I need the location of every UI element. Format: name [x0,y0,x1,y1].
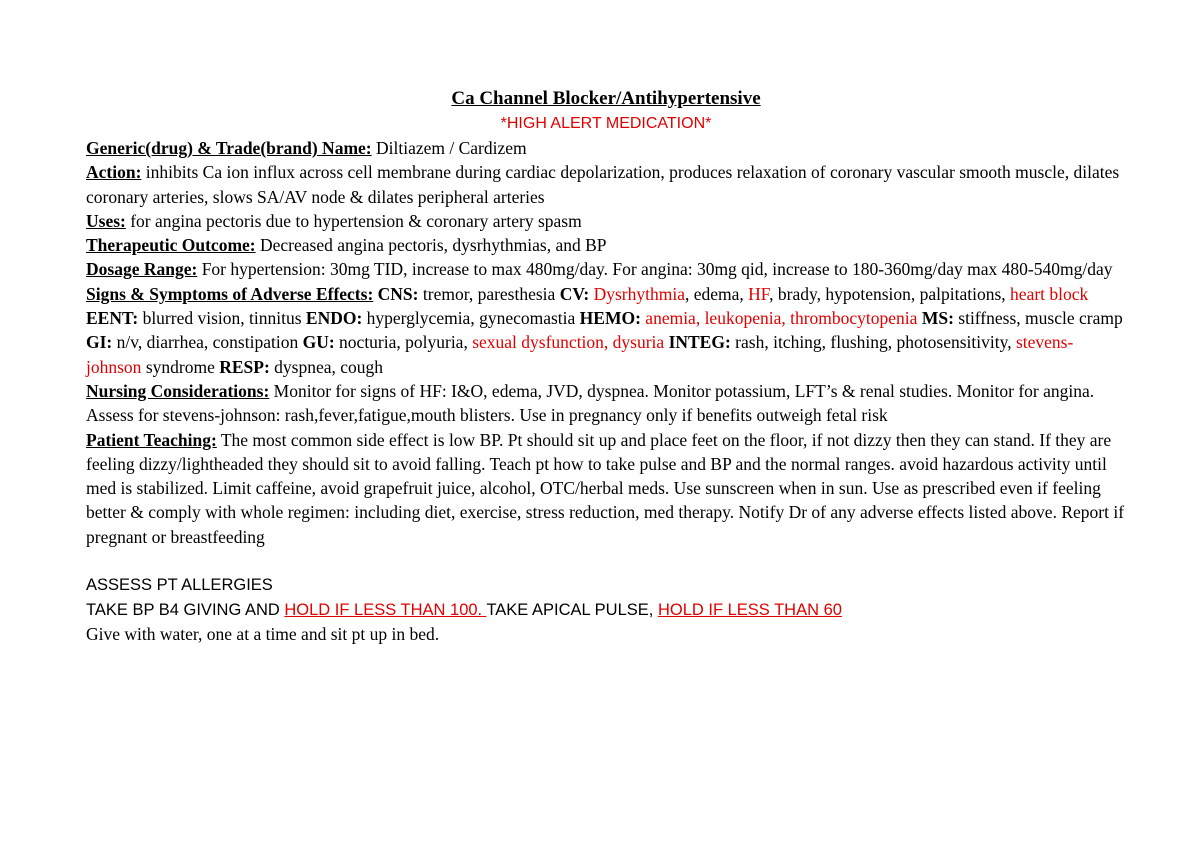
outcome-text: Decreased angina pectoris, dysrhythmias, and BP [255,235,607,256]
integ-stevens-johnson: stevens-johnson [86,332,1074,377]
hold-pulse-threshold: HOLD IF LESS THAN 60 [657,600,842,619]
nursing-label: Nursing Considerations: [86,380,270,401]
high-alert-notice: *HIGH ALERT MEDICATION* [500,115,712,132]
document-page [86,86,1126,646]
teaching-label: Patient Teaching: [86,429,217,450]
integ-text: rash, itching, flushing, photosensitivity, [730,332,1016,353]
resp-text: dyspnea, cough [269,356,384,377]
gu-red-text: sexual dysfunction, dysuria [472,332,665,353]
nursing-section [86,379,1126,428]
hemo-text: anemia, leukopenia, thrombocytopenia [645,308,918,329]
dosage-label: Dosage Range: [86,259,198,280]
outcome-section [86,233,1126,257]
cv-text-2: , brady, hypotension, palpitations, [769,283,1011,304]
teaching-text: The most common side effect is low BP. Pt should sit up and place feet on the floor, if not dizzy then they can stand. If they are feeling dizzy/lightheaded they should sit to avoid falling. Teach pt how to take pulse and BP and the normal ranges. avoid hazardous activity until med is stabilized. Limit caffeine, avoid grapefruit juice, alcohol, OTC/herbal meds. Use sunscreen when in sun. Use as prescribed even if feeling better & comply with whole regimen: including diet, exercise, stress reduction, med therapy. Notify Dr of any adverse effects listed above. Report if pregnant or breastfeeding [86,429,1125,547]
nursing-text: Monitor for signs of HF: I&O, edema, JVD, dyspnea. Monitor potassium, LFT’s & renal studies. Monitor for angina. Assess for stevens-johnson: rash,fever,fatigue,mouth blisters. Use in pregnancy only if benefits outweigh fetal risk [86,380,1095,426]
endo-text: hyperglycemia, gynecomastia [362,308,580,329]
gu-label: GU: [302,332,335,353]
ms-text: stiffness, muscle cramp [953,308,1123,329]
eent-label: EENT: [86,308,139,329]
adverse-label: Signs & Symptoms of Adverse Effects: [86,283,374,304]
generic-label: Generic(drug) & Trade(brand) Name: [86,138,372,158]
cv-heart-block: heart block [1010,283,1089,304]
hold-bp-threshold: HOLD IF LESS THAN 100. [284,600,487,619]
gu-text: nocturia, polyuria, [334,332,473,353]
uses-text: for angina pectoris due to hypertension & coronary artery spasm [125,210,582,231]
bp-instructions [86,598,1126,622]
action-text: inhibits Ca ion influx across cell membrane during cardiac depolarization, produces relaxation of coronary vascular smooth muscle, dilates coronary arteries, slows SA/AV node & dilates peripheral arteries [86,162,1120,207]
uses-section [86,209,1126,233]
integ-label: INTEG: [668,332,731,353]
integ-text-2: syndrome [141,356,220,377]
cv-hf: HF [748,283,770,304]
dosage-section [86,257,1126,281]
generic-trade-name [86,136,1126,160]
spacer [86,549,1126,573]
dosage-text: For hypertension: 30mg TID, increase to max 480mg/day. For angina: 30mg qid, increase to 180-360mg/day max 480-540mg/day [197,259,1113,280]
resp-label: RESP: [219,356,270,377]
gi-label: GI: [86,332,113,353]
bp-text-2: TAKE APICAL PULSE, [486,600,658,619]
generic-text: Diltiazem / Cardizem [371,138,527,158]
ms-label: MS: [921,308,954,329]
endo-label: ENDO: [305,308,363,329]
cv-label: CV: [559,283,590,304]
adverse-effects-section [86,282,1126,379]
document-title: Ca Channel Blocker/Antihypertensive [451,88,761,109]
cns-label: CNS: [377,283,419,304]
cv-dysrhythmia: Dysrhythmia [593,283,685,304]
eent-text: blurred vision, tinnitus [138,308,306,329]
gi-text: n/v, diarrhea, constipation [112,332,303,353]
cv-text-1: , edema, [684,283,749,304]
outcome-label: Therapeutic Outcome: [86,235,256,256]
action-label: Action: [86,162,142,183]
assess-allergies: ASSESS PT ALLERGIES [86,576,273,595]
bp-text-1: TAKE BP B4 GIVING AND [86,600,285,619]
water-instructions: Give with water, one at a time and sit pt up in bed. [86,623,440,644]
teaching-section [86,428,1126,549]
action-section [86,160,1126,209]
uses-label: Uses: [86,210,126,231]
cns-text: tremor, paresthesia [418,283,560,304]
hemo-label: HEMO: [579,308,641,329]
